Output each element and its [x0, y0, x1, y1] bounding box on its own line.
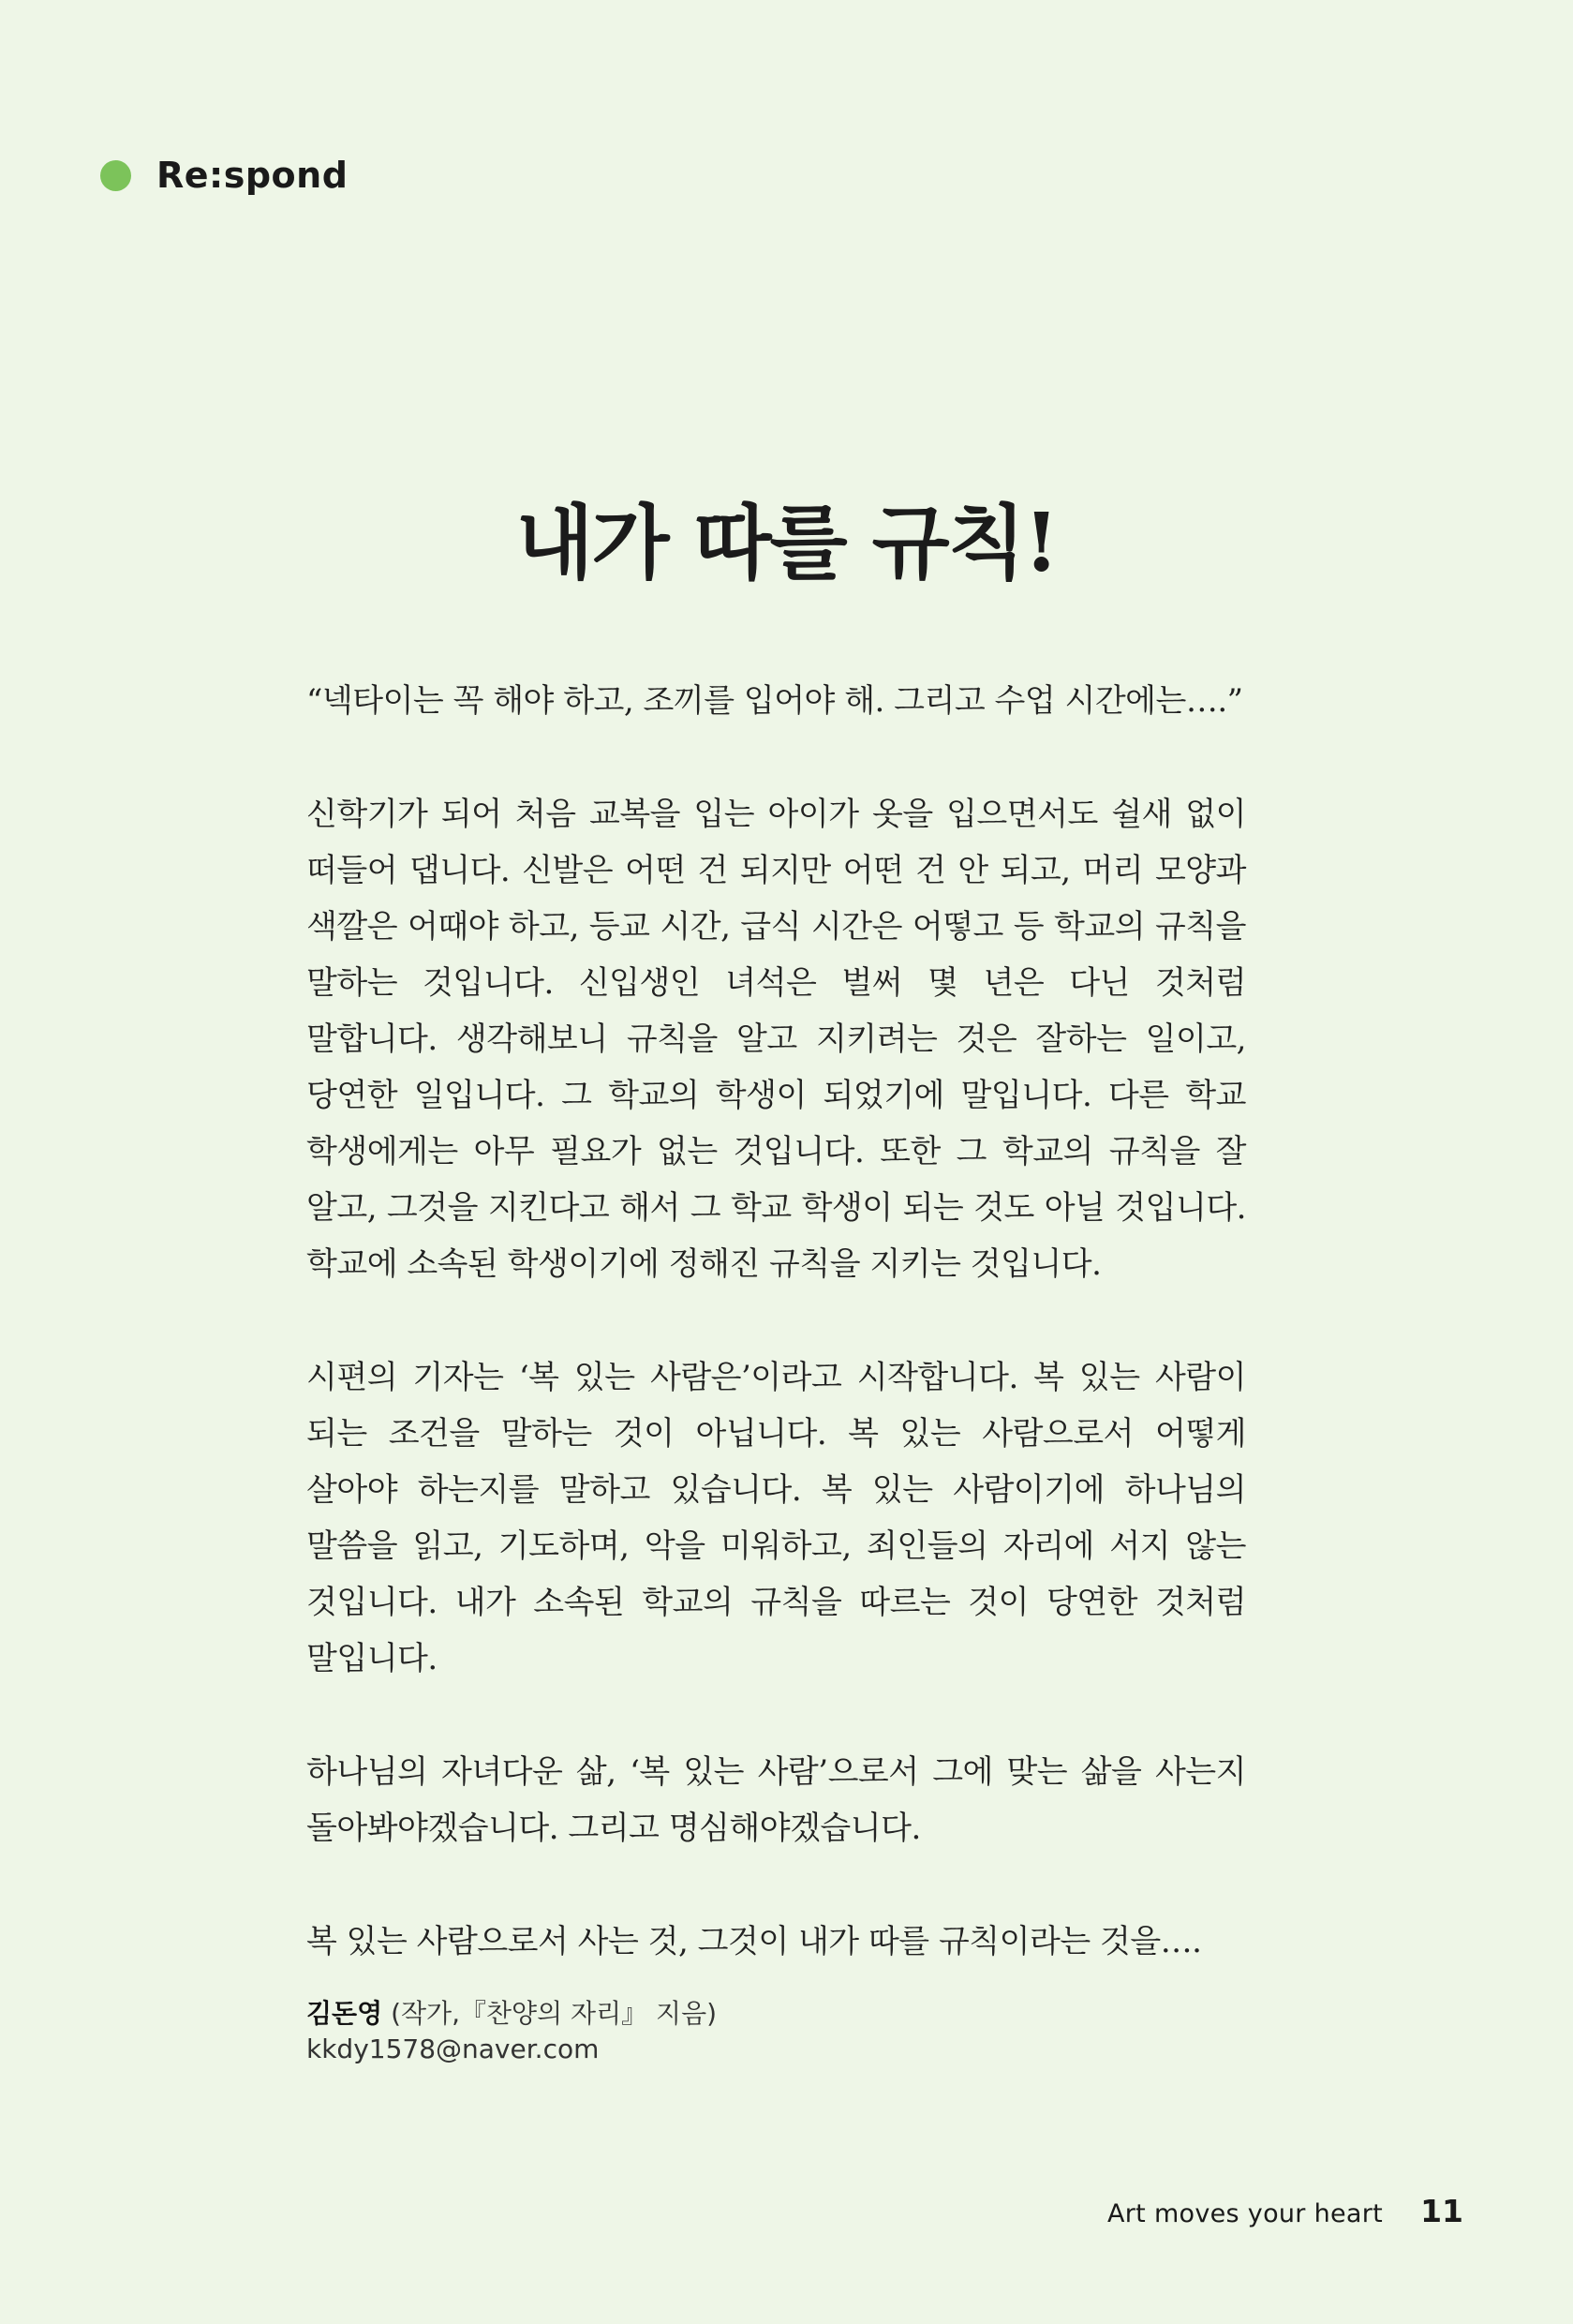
article-paragraph: 하나님의 자녀다운 삶, ‘복 있는 사람’으로서 그에 맞는 삶을 사는지 돌아봐야겠습니다. 그리고 명심해야겠습니다.: [306, 1753, 1246, 1847]
page-footer: [1107, 2193, 1463, 2229]
article-body: [306, 673, 1246, 2027]
author-byline: [306, 1996, 717, 2067]
author-role: (작가,『찬양의 자리』 지음): [391, 1998, 718, 2029]
bullet-dot-icon: [100, 160, 131, 191]
section-tag: [100, 155, 348, 196]
article-title: 내가 따를 규칙!: [515, 496, 1058, 590]
author-name: 김돈영: [306, 1998, 383, 2029]
article-paragraph: 신학기가 되어 처음 교복을 입는 아이가 옷을 입으면서도 쉴새 없이 떠들어 댑니다. 신발은 어떤 건 되지만 어떤 건 안 되고, 머리 모양과 색깔은 어때야 하고, 등교 시간, 급식 시간은 어떻고 등 학교의 규칙을 말하는 것입니다. 신입생인 녀석은 벌써 몇 년은 다닌 것처럼 말합니다. 생각해보니 규칙을 알고 지키려는 것은 잘하는 일이고, 당연한 일입니다. 그 학교의 학생이 되었기에 말입니다. 다른 학교 학생에게는 아무 필요가 없는 것입니다. 또한 그 학교의 규칙을 잘 알고, 그것을 지킨다고 해서 그 학교 학생이 되는 것도 아닐 것입니다. 학교에 소속된 학생이기에 정해진 규칙을 지키는 것입니다.: [306, 796, 1246, 1283]
author-email: kkdy1578@naver.com: [306, 2034, 600, 2064]
section-label: Re:spond: [156, 155, 349, 196]
article-quote: “넥타이는 꼭 해야 하고, 조끼를 입어야 해. 그리고 수업 시간에는….”: [306, 682, 1243, 720]
page-number: 11: [1420, 2193, 1463, 2229]
article-paragraph: 시편의 기자는 ‘복 있는 사람은’이라고 시작합니다. 복 있는 사람이 되는 조건을 말하는 것이 아닙니다. 복 있는 사람으로서 어떻게 살아야 하는지를 말하고 있습니다. 복 있는 사람이기에 하나님의 말씀을 읽고, 기도하며, 악을 미워하고, 죄인들의 자리에 서지 않는 것입니다. 내가 소속된 학교의 규칙을 따르는 것이 당연한 것처럼 말입니다.: [306, 1359, 1246, 1677]
footer-slogan: Art moves your heart: [1107, 2199, 1384, 2228]
article-closing: 복 있는 사람으로서 사는 것, 그것이 내가 따를 규칙이라는 것을….: [306, 1923, 1202, 1960]
